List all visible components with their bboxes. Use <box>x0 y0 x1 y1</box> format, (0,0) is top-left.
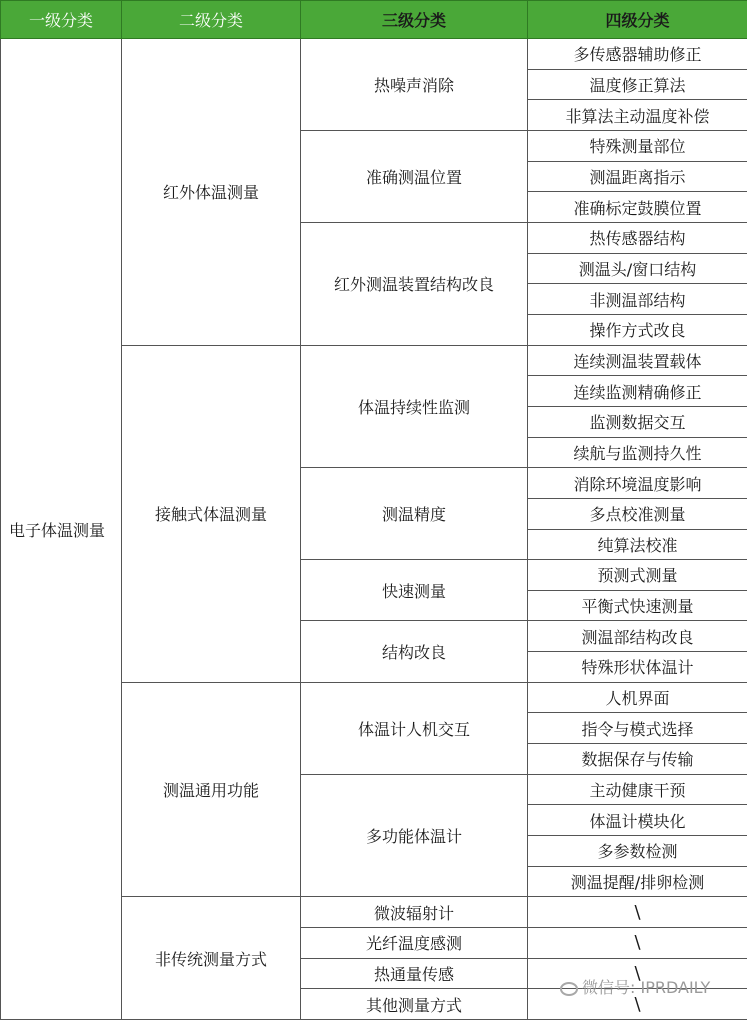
header-row <box>1 1 747 39</box>
level4-cell: \ <box>528 928 747 959</box>
level4-cell: 人机界面 <box>528 682 747 713</box>
watermark <box>560 975 710 998</box>
level4-cell: 主动健康干预 <box>528 774 747 805</box>
level3-cell: 准确测温位置 <box>301 130 528 222</box>
level2-cell: 红外体温测量 <box>122 39 301 346</box>
wechat-icon <box>560 982 578 996</box>
level4-cell: 指令与模式选择 <box>528 713 747 744</box>
level1-cell: 电子体温测量 <box>1 39 122 1020</box>
level4-cell: 纯算法校准 <box>528 529 747 560</box>
level3-cell: 光纤温度感测 <box>301 928 528 959</box>
level3-cell: 红外测温装置结构改良 <box>301 222 528 345</box>
level3-cell: 其他测量方式 <box>301 989 528 1020</box>
level3-cell: 测温精度 <box>301 468 528 560</box>
level4-cell: 测温部结构改良 <box>528 621 747 652</box>
watermark-text: 微信号: IPRDAILY <box>582 978 711 997</box>
table-row <box>1 39 747 70</box>
level4-cell: 多参数检测 <box>528 836 747 867</box>
level4-cell: 体温计模块化 <box>528 805 747 836</box>
level4-cell: 数据保存与传输 <box>528 744 747 775</box>
level3-cell: 体温计人机交互 <box>301 682 528 774</box>
level4-cell: \ <box>528 897 747 928</box>
level4-cell: 测温提醒/排卵检测 <box>528 866 747 897</box>
header-level4: 四级分类 <box>528 1 747 39</box>
level4-cell: 准确标定鼓膜位置 <box>528 192 747 223</box>
level4-cell: 多传感器辅助修正 <box>528 39 747 70</box>
level4-cell: 多点校准测量 <box>528 498 747 529</box>
level4-cell: \ <box>528 989 747 1020</box>
level4-cell: 测温距离指示 <box>528 161 747 192</box>
level4-cell: 平衡式快速测量 <box>528 590 747 621</box>
level4-cell: 操作方式改良 <box>528 314 747 345</box>
level4-cell: 连续监测精确修正 <box>528 376 747 407</box>
level2-cell: 非传统测量方式 <box>122 897 301 1020</box>
header-level1: 一级分类 <box>1 1 122 39</box>
level2-cell: 测温通用功能 <box>122 682 301 897</box>
level3-cell: 多功能体温计 <box>301 774 528 897</box>
level4-cell: 消除环境温度影响 <box>528 468 747 499</box>
header-level2: 二级分类 <box>122 1 301 39</box>
level2-cell: 接触式体温测量 <box>122 345 301 682</box>
header-level3: 三级分类 <box>301 1 528 39</box>
level4-cell: 连续测温装置载体 <box>528 345 747 376</box>
level4-cell: 温度修正算法 <box>528 69 747 100</box>
level3-cell: 热噪声消除 <box>301 39 528 131</box>
level4-cell: 续航与监测持久性 <box>528 437 747 468</box>
level3-cell: 体温持续性监测 <box>301 345 528 468</box>
level4-cell: 非算法主动温度补偿 <box>528 100 747 131</box>
level4-cell: 热传感器结构 <box>528 222 747 253</box>
level4-cell: 非测温部结构 <box>528 284 747 315</box>
level4-cell: 特殊测量部位 <box>528 130 747 161</box>
level4-cell: 监测数据交互 <box>528 406 747 437</box>
level4-cell: \ <box>528 958 747 989</box>
level4-cell: 预测式测量 <box>528 560 747 591</box>
level4-cell: 测温头/窗口结构 <box>528 253 747 284</box>
level3-cell: 微波辐射计 <box>301 897 528 928</box>
level3-cell: 热通量传感 <box>301 958 528 989</box>
level4-cell: 特殊形状体温计 <box>528 652 747 683</box>
level3-cell: 结构改良 <box>301 621 528 682</box>
level3-cell: 快速测量 <box>301 560 528 621</box>
